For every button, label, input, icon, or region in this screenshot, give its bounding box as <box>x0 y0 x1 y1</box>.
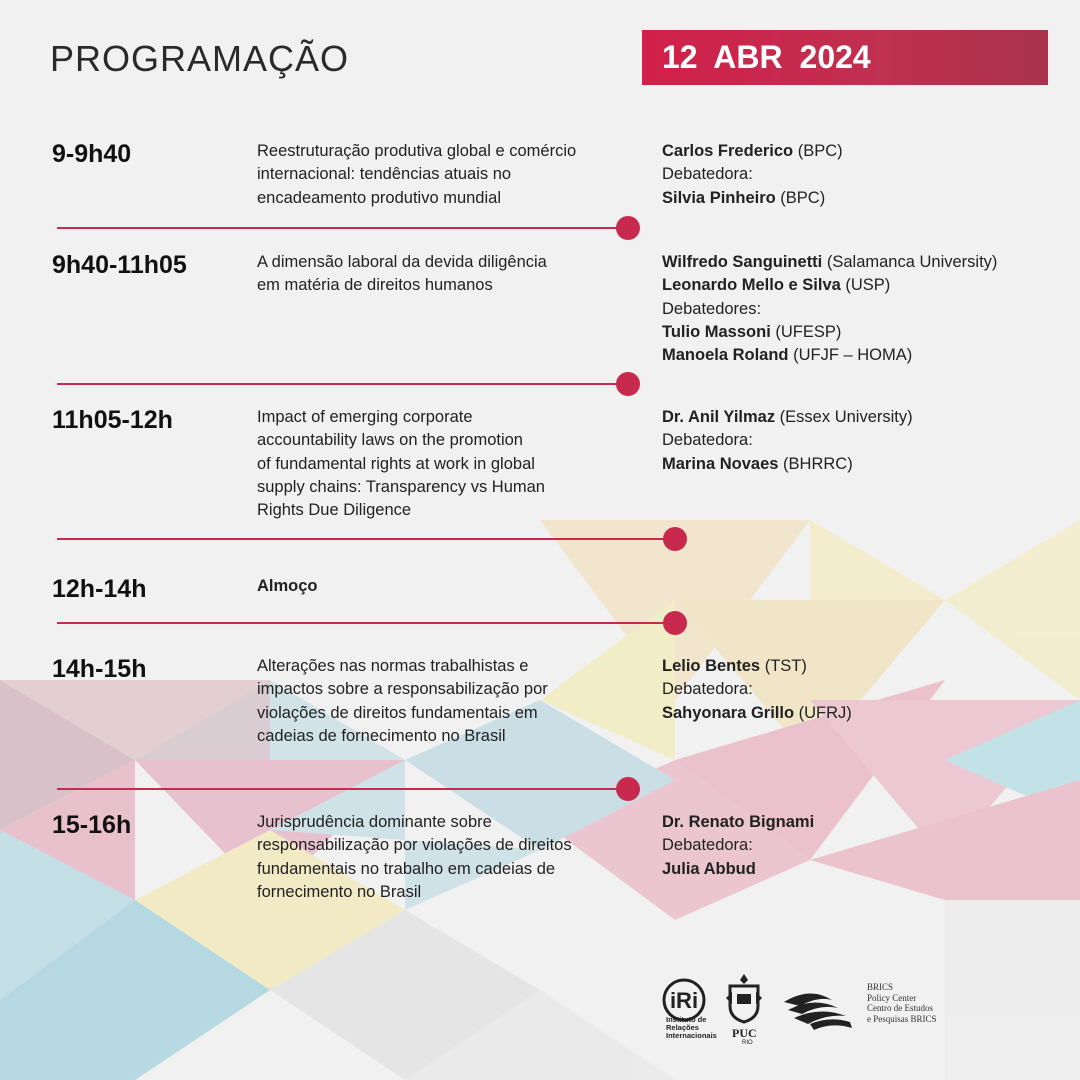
session-topic <box>257 575 627 598</box>
session-time: 15-16h <box>52 811 132 839</box>
speaker-name: Silvia Pinheiro <box>662 188 776 207</box>
speaker-line <box>662 453 1072 476</box>
session-topic <box>257 140 627 210</box>
speaker-affiliation: (Salamanca University) <box>822 253 998 271</box>
speaker-affiliation: (BPC) <box>775 188 826 207</box>
timeline-dot <box>663 611 687 635</box>
debater-label: Debatedora: <box>662 165 753 184</box>
timeline-divider <box>57 788 627 790</box>
speaker-line <box>662 702 1072 725</box>
speaker-name: Marina Novaes <box>662 454 779 473</box>
timeline-dot <box>616 372 640 396</box>
topic-line: Rights Due Diligence <box>257 501 412 520</box>
timeline-divider <box>57 227 627 229</box>
session-time: 11h05-12h <box>52 406 173 434</box>
timeline-divider <box>57 383 627 385</box>
session-topic <box>257 406 627 522</box>
session-time: 9-9h40 <box>52 140 132 168</box>
speaker-affiliation: (UFRJ) <box>794 703 852 722</box>
brics-book-icon <box>780 982 864 1042</box>
speaker-line <box>662 655 1072 678</box>
brics-name-line: Centro de Estudos <box>867 1003 933 1013</box>
topic-line: supply chains: Transparency vs Human <box>257 477 545 496</box>
session-topic <box>257 811 627 904</box>
speaker-line <box>662 187 1072 210</box>
topic-line: Almoço <box>257 577 318 595</box>
brics-name-line: BRICS <box>867 982 894 992</box>
timeline-divider <box>57 538 667 540</box>
puc-logo-subtext: RIO <box>742 1040 753 1046</box>
topic-line: of fundamental rights at work in global <box>257 454 535 473</box>
speaker-affiliation: (BHRRC) <box>778 454 853 473</box>
debater-label: Debatedora: <box>662 680 753 699</box>
speaker-name: Julia Abbud <box>662 859 756 878</box>
speaker-line <box>662 406 1072 429</box>
topic-line: accountability laws on the promotion <box>257 431 523 450</box>
session-time: 12h-14h <box>52 575 147 603</box>
speaker-line <box>662 344 1072 367</box>
speaker-affiliation: (UFESP) <box>770 322 842 341</box>
speaker-name: Tulio Massoni <box>662 322 771 341</box>
iri-name-line: Relações <box>666 1023 699 1032</box>
timeline-dot <box>616 777 640 801</box>
event-date-badge: 12 ABR 2024 <box>642 30 1048 85</box>
brics-name-line: e Pesquisas BRICS <box>867 1013 937 1024</box>
topic-line: Reestruturação produtiva global e comércio <box>257 142 577 160</box>
speaker-line <box>662 858 1072 881</box>
session-speakers <box>662 406 1072 476</box>
timeline-dot <box>663 527 687 551</box>
speaker-name: Dr. Renato Bignami <box>662 813 815 831</box>
speaker-name: Lelio Bentes <box>662 657 761 675</box>
speaker-line <box>662 811 1072 834</box>
timeline-dot <box>616 216 640 240</box>
brics-logo-text <box>867 982 937 1024</box>
topic-line: A dimensão laboral da devida diligência <box>257 253 547 271</box>
topic-line: responsabilização por violações de direitos <box>257 836 572 855</box>
speaker-line <box>662 251 1072 274</box>
session-speakers <box>662 811 1072 881</box>
topic-line: violações de direitos fundamentais em <box>257 703 538 722</box>
session-speakers <box>662 251 1072 367</box>
brics-name-line: Policy Center <box>867 992 917 1003</box>
page-title: PROGRAMAÇÃO <box>50 38 350 79</box>
speaker-name: Carlos Frederico <box>662 142 794 160</box>
iri-logo-mark: iRi <box>669 988 699 1013</box>
topic-line: fundamentais no trabalho em cadeias de <box>257 859 556 878</box>
session-topic <box>257 251 627 298</box>
topic-line: fornecimento no Brasil <box>257 882 422 901</box>
session-speakers <box>662 655 1072 725</box>
speaker-affiliation: (TST) <box>760 657 807 675</box>
speaker-line <box>662 140 1072 163</box>
puc-crest-icon <box>724 972 764 1024</box>
topic-line: impactos sobre a responsabilização por <box>257 680 548 699</box>
speaker-affiliation: (UFJF – HOMA) <box>788 346 913 365</box>
topic-line: cadeias de fornecimento no Brasil <box>257 726 506 745</box>
partner-logos <box>662 970 962 1050</box>
speaker-name: Manoela Roland <box>662 346 789 365</box>
iri-logo-text <box>666 1016 717 1040</box>
session-speakers <box>662 140 1072 210</box>
speaker-line <box>662 321 1072 344</box>
speaker-affiliation: (BPC) <box>793 142 843 160</box>
topic-line: encadeamento produtivo mundial <box>257 188 501 207</box>
speaker-name: Sahyonara Grillo <box>662 703 795 722</box>
session-time: 9h40-11h05 <box>52 251 187 279</box>
speaker-name: Dr. Anil Yilmaz <box>662 408 776 426</box>
topic-line: internacional: tendências atuais no <box>257 165 512 184</box>
topic-line: Impact of emerging corporate <box>257 408 473 426</box>
session-topic <box>257 655 627 748</box>
session-time: 14h-15h <box>52 655 147 683</box>
topic-line: Jurisprudência dominante sobre <box>257 813 492 831</box>
speaker-name: Leonardo Mello e Silva <box>662 276 841 295</box>
speaker-affiliation: (Essex University) <box>775 408 913 426</box>
speaker-affiliation: (USP) <box>840 276 891 295</box>
timeline-divider <box>57 622 667 624</box>
debater-label: Debatedora: <box>662 431 753 450</box>
debater-label: Debatedores: <box>662 299 762 318</box>
topic-line: Alterações nas normas trabalhistas e <box>257 657 529 675</box>
topic-line: em matéria de direitos humanos <box>257 276 493 295</box>
speaker-line <box>662 274 1072 297</box>
speaker-name: Wilfredo Sanguinetti <box>662 253 823 271</box>
puc-logo-text: PUC <box>732 1026 757 1040</box>
iri-name-line: Internacionais <box>666 1031 717 1040</box>
iri-name-line: Instituto de <box>666 1015 707 1024</box>
debater-label: Debatedora: <box>662 836 753 855</box>
